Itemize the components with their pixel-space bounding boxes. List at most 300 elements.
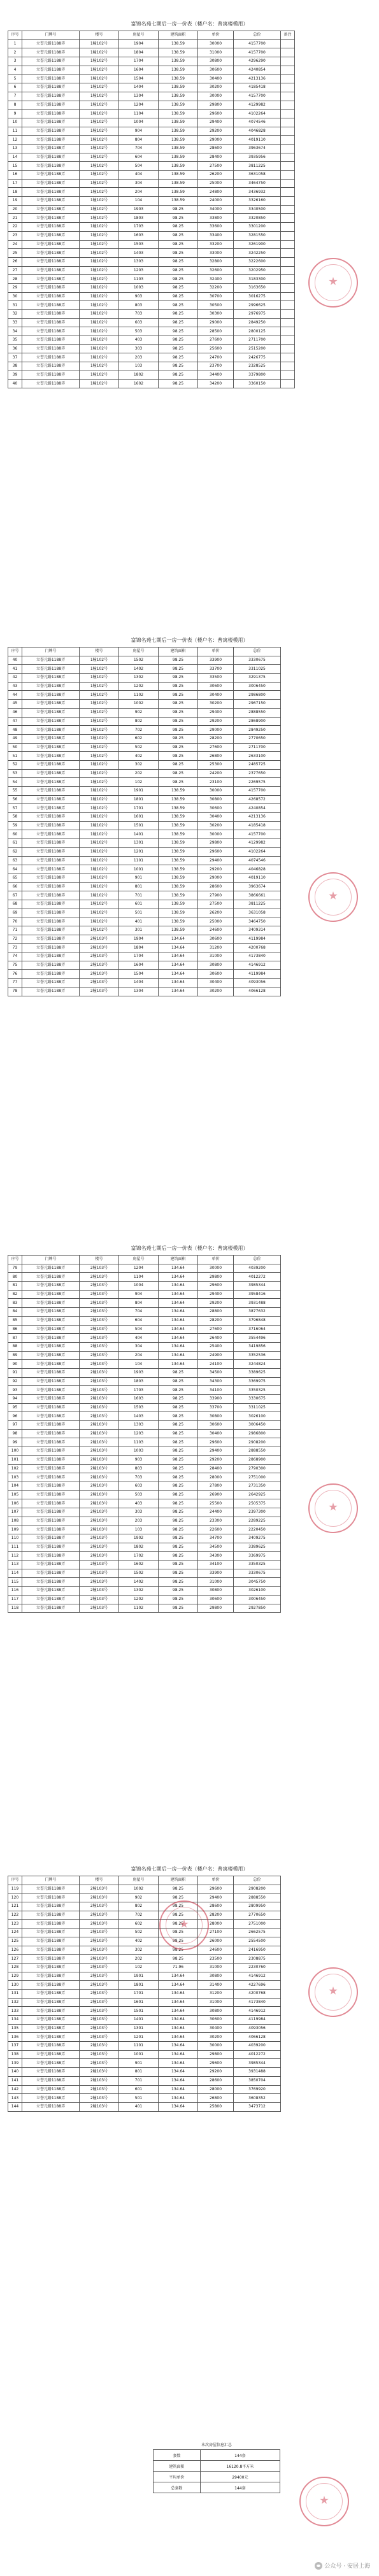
table-cell — [281, 110, 295, 118]
table-cell: 31000 — [198, 1578, 234, 1587]
table-cell: 30400 — [198, 979, 234, 987]
table-cell: 138.59 — [159, 865, 198, 874]
table-cell: 立誉元路1188弄 — [22, 1325, 80, 1334]
table-cell: 1103 — [119, 1438, 159, 1447]
table-cell: 4066128 — [234, 987, 281, 996]
table-cell: 13 — [8, 144, 22, 153]
table-cell: 98.25 — [159, 726, 198, 735]
table-cell: 46 — [8, 708, 22, 717]
table-cell: 立誉元路1188弄 — [22, 752, 80, 761]
table-cell: 98.25 — [159, 674, 198, 683]
table-cell: 134.64 — [159, 970, 198, 979]
table-row — [8, 144, 295, 153]
table-cell: 2幢103号 — [80, 2050, 119, 2059]
table-cell: 601 — [119, 900, 159, 909]
table-cell: 1802 — [119, 1543, 159, 1552]
table-cell — [281, 344, 295, 353]
table-cell: 立誉元路1188弄 — [22, 171, 80, 180]
table-row — [8, 205, 295, 214]
table-cell: 52 — [8, 760, 22, 769]
table-cell: 1502 — [119, 1569, 159, 1578]
table-cell: 3301200 — [234, 223, 281, 232]
table-cell: 1幢102号 — [80, 371, 119, 379]
table-cell: 703 — [119, 310, 159, 319]
table-cell: 701 — [119, 2076, 159, 2085]
table-cell: 138.59 — [159, 144, 198, 153]
table-cell: 3931488 — [234, 2068, 281, 2077]
table-cell: 2711700 — [234, 336, 281, 345]
table-cell: 立誉元路1188弄 — [22, 2042, 80, 2051]
table-cell: 134.64 — [159, 935, 198, 944]
table-cell: 2幢103号 — [80, 1334, 119, 1343]
table-row — [8, 734, 281, 743]
table-cell: 134.64 — [159, 1998, 198, 2007]
table-row — [8, 1981, 281, 1990]
column-header: 房屋号 — [119, 31, 159, 40]
table-cell: 立誉元路1188弄 — [22, 1972, 80, 1981]
table-cell: 3473712 — [234, 2102, 281, 2111]
table-cell: 1503 — [119, 240, 159, 249]
table-cell: 26200 — [198, 171, 234, 180]
table-cell: 立誉元路1188弄 — [22, 2059, 80, 2068]
table-cell: 129 — [8, 1972, 22, 1981]
table-cell: 133 — [8, 2007, 22, 2016]
table-cell: 113 — [8, 1560, 22, 1569]
table-cell: 1幢102号 — [80, 344, 119, 353]
table-cell: 立誉元路1188弄 — [22, 952, 80, 961]
column-header: 建筑面积 — [159, 648, 198, 656]
table-cell: 29400 — [198, 1893, 234, 1902]
table-cell: 98.25 — [159, 1482, 198, 1490]
table-cell: 2888550 — [234, 1447, 281, 1456]
table-cell: 2868900 — [234, 1455, 281, 1464]
table-cell: 49 — [8, 734, 22, 743]
table-cell: 1幢102号 — [80, 266, 119, 275]
table-cell: 4129982 — [234, 839, 281, 848]
table-cell: 98.25 — [159, 1937, 198, 1946]
table-cell: 2幢103号 — [80, 2042, 119, 2051]
table-cell: 138.59 — [159, 926, 198, 935]
table-cell: 3326160 — [234, 197, 281, 206]
price-table — [8, 1876, 281, 2112]
table-cell: 2868900 — [234, 717, 281, 726]
table-cell: 138.59 — [159, 804, 198, 813]
table-cell: 702 — [119, 1911, 159, 1920]
table-cell: 立誉元路1188弄 — [22, 257, 80, 266]
table-cell: 3866661 — [234, 891, 281, 900]
column-header: 楼号 — [80, 1256, 119, 1264]
table-cell: 立誉元路1188弄 — [22, 813, 80, 822]
table-cell: 62 — [8, 847, 22, 856]
table-cell: 1004 — [119, 1282, 159, 1291]
table-cell: 28200 — [198, 734, 234, 743]
table-cell: 4227696 — [234, 1981, 281, 1990]
table-cell: 立誉元路1188弄 — [22, 362, 80, 371]
table-cell: 63 — [8, 856, 22, 865]
table-cell: 138.59 — [159, 118, 198, 127]
table-cell: 31400 — [198, 1981, 234, 1990]
table-cell: 2幢103号 — [80, 935, 119, 944]
table-cell: 30400 — [198, 813, 234, 822]
table-cell: 立誉元路1188弄 — [22, 188, 80, 197]
table-cell: 立誉元路1188弄 — [22, 310, 80, 319]
table-cell: 602 — [119, 734, 159, 743]
table-cell: 1004 — [119, 118, 159, 127]
table-cell: 30000 — [198, 1264, 234, 1273]
table-cell: 31 — [8, 301, 22, 310]
table-cell: 29800 — [198, 101, 234, 110]
table-cell: 134.64 — [159, 979, 198, 987]
table-row — [8, 2024, 281, 2033]
table-cell: 3436932 — [234, 188, 281, 197]
table-cell: 134.64 — [159, 1360, 198, 1369]
table-cell: 1302 — [119, 674, 159, 683]
table-cell: 立誉元路1188弄 — [22, 344, 80, 353]
table-cell: 25500 — [198, 1499, 234, 1508]
table-cell: 108 — [8, 1517, 22, 1525]
table-cell: 98.25 — [159, 1395, 198, 1404]
table-cell: 30800 — [198, 1587, 234, 1596]
table-cell: 立誉元路1188弄 — [22, 1885, 80, 1893]
table-cell: 2幢103号 — [80, 1946, 119, 1955]
table-cell: 29000 — [198, 726, 234, 735]
table-row — [8, 708, 281, 717]
table-cell: 1003 — [119, 283, 159, 292]
table-cell: 134.64 — [159, 2007, 198, 2016]
table-cell: 27500 — [198, 162, 234, 171]
table-row — [8, 795, 281, 804]
table-cell: 79 — [8, 1264, 22, 1273]
table-cell: 2426775 — [234, 353, 281, 362]
table-cell: 95 — [8, 1403, 22, 1412]
table-cell: 立誉元路1188弄 — [22, 935, 80, 944]
table-cell: 117 — [8, 1595, 22, 1604]
table-cell: 1003 — [119, 1447, 159, 1456]
table-cell: 98.25 — [159, 769, 198, 778]
table-cell: 128 — [8, 1963, 22, 1972]
table-cell: 34000 — [198, 205, 234, 214]
table-cell: 110 — [8, 1534, 22, 1543]
table-cell: 4240854 — [234, 66, 281, 74]
table-cell: 134.64 — [159, 1273, 198, 1282]
table-cell: 2幢103号 — [80, 970, 119, 979]
table-cell: 3291375 — [234, 674, 281, 683]
table-cell: 4093056 — [234, 979, 281, 987]
table-cell: 1104 — [119, 1273, 159, 1282]
table-cell: 33 — [8, 318, 22, 327]
table-cell: 立誉元路1188弄 — [22, 1412, 80, 1421]
table-cell: 1幢102号 — [80, 847, 119, 856]
table-cell: 2515200 — [234, 344, 281, 353]
table-cell: 104 — [119, 197, 159, 206]
summary-table — [153, 2449, 280, 2493]
table-cell: 24900 — [198, 1351, 234, 1360]
table-cell: 1802 — [119, 371, 159, 379]
table-cell: 3183300 — [234, 275, 281, 284]
table-cell: 立誉元路1188弄 — [22, 66, 80, 74]
table-cell: 31200 — [198, 1989, 234, 1998]
table-cell: 30000 — [198, 39, 234, 48]
table-cell: 1203 — [119, 1429, 159, 1438]
table-cell: 立誉元路1188弄 — [22, 144, 80, 153]
table-cell: 27900 — [198, 891, 234, 900]
table-cell: 104 — [119, 1360, 159, 1369]
table-cell: 3631058 — [234, 171, 281, 180]
table-cell: 1幢102号 — [80, 74, 119, 83]
table-cell: 134.64 — [159, 1308, 198, 1317]
table-cell: 29200 — [198, 865, 234, 874]
table-cell: 98.25 — [159, 371, 198, 379]
table-row — [8, 1928, 281, 1937]
table-cell: 29400 — [198, 856, 234, 865]
table-cell: 立誉元路1188弄 — [22, 1902, 80, 1911]
table-cell: 803 — [119, 301, 159, 310]
table-cell: 立誉元路1188弄 — [22, 379, 80, 388]
table-cell: 134.64 — [159, 961, 198, 970]
table-cell: 1幢102号 — [80, 700, 119, 709]
table-cell — [281, 39, 295, 48]
table-cell: 立誉元路1188弄 — [22, 787, 80, 796]
table-cell: 114 — [8, 1569, 22, 1578]
table-cell: 3389625 — [234, 1543, 281, 1552]
table-cell: 立誉元路1188弄 — [22, 900, 80, 909]
table-cell: 98.25 — [159, 752, 198, 761]
table-row — [8, 1395, 281, 1404]
table-cell: 27 — [8, 266, 22, 275]
table-cell: 134.64 — [159, 2050, 198, 2059]
table-cell: 98.25 — [159, 240, 198, 249]
table-cell: 30000 — [198, 92, 234, 101]
summary-title: 本次房屋信息汇总 — [201, 2443, 232, 2447]
table-cell: 142 — [8, 2085, 22, 2094]
table-cell: 98.25 — [159, 1604, 198, 1613]
table-cell: 138.59 — [159, 882, 198, 891]
table-cell: 98.25 — [159, 1587, 198, 1596]
table-cell: 98.25 — [159, 656, 198, 665]
table-cell: 55 — [8, 787, 22, 796]
table-cell: 立誉元路1188弄 — [22, 1455, 80, 1464]
table-cell: 98.25 — [159, 1902, 198, 1911]
table-cell: 3026100 — [234, 1412, 281, 1421]
table-cell: 30000 — [198, 2042, 234, 2051]
table-cell: 立誉元路1188弄 — [22, 2007, 80, 2016]
watermark — [315, 2561, 370, 2570]
table-cell: 3006450 — [234, 1595, 281, 1604]
table-row — [8, 83, 295, 92]
table-cell: 1801 — [119, 795, 159, 804]
table-cell: 2幢103号 — [80, 1412, 119, 1421]
table-row — [8, 2016, 281, 2025]
table-cell: 29400 — [198, 118, 234, 127]
table-row — [8, 1595, 281, 1604]
table-cell: 98.25 — [159, 1421, 198, 1430]
table-cell: 27600 — [198, 336, 234, 345]
table-cell: 30600 — [198, 1595, 234, 1604]
table-cell: 立誉元路1188弄 — [22, 92, 80, 101]
table-row — [8, 92, 295, 101]
table-row — [8, 1447, 281, 1456]
table-cell: 2308875 — [234, 1955, 281, 1964]
table-cell: 98.25 — [159, 708, 198, 717]
table-cell: 98.25 — [159, 1429, 198, 1438]
table-cell: 3006450 — [234, 1421, 281, 1430]
table-cell: 2幢103号 — [80, 1490, 119, 1499]
table-cell: 2幢103号 — [80, 2076, 119, 2085]
table-cell: 53 — [8, 769, 22, 778]
table-cell: 2幢103号 — [80, 1290, 119, 1299]
table-cell: 144 — [8, 2102, 22, 2111]
table-row — [8, 318, 295, 327]
table-cell: 31000 — [198, 1963, 234, 1972]
table-cell: 3963674 — [234, 882, 281, 891]
table-cell: 立誉元路1188弄 — [22, 101, 80, 110]
table-cell: 3716064 — [234, 1325, 281, 1334]
table-row — [8, 909, 281, 917]
table-cell: 1幢102号 — [80, 162, 119, 171]
table-cell: 24600 — [198, 1946, 234, 1955]
table-cell: 立誉元路1188弄 — [22, 717, 80, 726]
table-cell: 3769920 — [234, 2085, 281, 2094]
table-cell: 2751000 — [234, 1473, 281, 1482]
table-row — [8, 48, 295, 57]
section-title: 富锦名苑七期后一房一价表（楼户名：普寓楼模用） — [131, 637, 248, 643]
table-cell: 4066128 — [234, 2033, 281, 2042]
table-cell: 26900 — [198, 1490, 234, 1499]
table-cell: 26000 — [198, 1937, 234, 1946]
table-cell: 3311025 — [234, 1403, 281, 1412]
table-cell: 1601 — [119, 1998, 159, 2007]
table-cell: 4213136 — [234, 74, 281, 83]
table-cell: 503 — [119, 1490, 159, 1499]
table-cell: 2幢103号 — [80, 2016, 119, 2025]
table-cell — [281, 118, 295, 127]
table-cell: 立誉元路1188弄 — [22, 1377, 80, 1386]
table-row — [8, 1282, 281, 1291]
summary-cell: 16120.8平方米 — [200, 2461, 280, 2472]
table-cell: 3163650 — [234, 283, 281, 292]
table-cell: 61 — [8, 839, 22, 848]
table-cell — [281, 205, 295, 214]
table-cell: 2927850 — [234, 1604, 281, 1613]
table-row — [8, 874, 281, 882]
table-row — [8, 1325, 281, 1334]
table-cell: 2幢103号 — [80, 1928, 119, 1937]
table-cell: 1904 — [119, 935, 159, 944]
table-cell: 1幢102号 — [80, 231, 119, 240]
table-cell: 立誉元路1188弄 — [22, 891, 80, 900]
table-cell: 34100 — [198, 1560, 234, 1569]
table-cell: 34100 — [198, 1386, 234, 1395]
table-cell: 24800 — [198, 188, 234, 197]
table-cell: 1402 — [119, 1578, 159, 1587]
table-cell: 30400 — [198, 2024, 234, 2033]
table-cell: 2908200 — [234, 1438, 281, 1447]
table-cell: 123 — [8, 1920, 22, 1928]
table-cell: 30800 — [198, 57, 234, 66]
table-cell: 43 — [8, 682, 22, 691]
table-row — [8, 1517, 281, 1525]
table-cell — [281, 197, 295, 206]
table-cell — [281, 127, 295, 136]
table-cell: 1幢102号 — [80, 856, 119, 865]
table-cell: 135 — [8, 2024, 22, 2033]
table-cell: 立誉元路1188弄 — [22, 1920, 80, 1928]
table-cell: 10 — [8, 118, 22, 127]
table-cell: 立誉元路1188弄 — [22, 821, 80, 830]
table-cell: 1幢102号 — [80, 101, 119, 110]
table-cell: 98.25 — [159, 231, 198, 240]
table-cell: 2幢103号 — [80, 1368, 119, 1377]
table-cell: 2976975 — [234, 310, 281, 319]
table-cell: 98.25 — [159, 1368, 198, 1377]
table-cell: 27600 — [198, 1325, 234, 1334]
table-cell — [281, 179, 295, 188]
table-cell: 立誉元路1188弄 — [22, 205, 80, 214]
table-cell: 29800 — [198, 1273, 234, 1282]
table-row — [8, 979, 281, 987]
table-cell: 立誉元路1188弄 — [22, 1578, 80, 1587]
table-cell: 36 — [8, 344, 22, 353]
table-cell: 603 — [119, 1482, 159, 1490]
table-cell: 134.64 — [159, 2033, 198, 2042]
table-cell: 98.25 — [159, 257, 198, 266]
table-row — [8, 665, 281, 674]
table-cell: 立誉元路1188弄 — [22, 708, 80, 717]
table-cell: 101 — [8, 1455, 22, 1464]
column-header: 门牌号 — [22, 1876, 80, 1885]
table-cell: 30800 — [198, 1412, 234, 1421]
table-cell — [281, 171, 295, 180]
table-cell: 804 — [119, 1299, 159, 1308]
table-cell: 2幢103号 — [80, 1473, 119, 1482]
table-cell: 29800 — [198, 1604, 234, 1613]
table-cell: 立誉元路1188弄 — [22, 231, 80, 240]
price-table — [8, 647, 281, 996]
section-title: 富锦名苑七期后一房一价表（楼户名：普寓楼模用） — [131, 21, 248, 27]
table-cell: 703 — [119, 1473, 159, 1482]
table-row — [8, 1308, 281, 1317]
table-cell: 98 — [8, 1429, 22, 1438]
table-cell — [281, 74, 295, 83]
wechat-icon — [315, 2562, 322, 2570]
table-cell: 127 — [8, 1955, 22, 1964]
table-cell: 1701 — [119, 1989, 159, 1998]
table-cell: 2幢103号 — [80, 1264, 119, 1273]
table-cell: 2幢103号 — [80, 987, 119, 996]
table-cell: 1803 — [119, 1377, 159, 1386]
table-cell: 26200 — [198, 909, 234, 917]
table-cell: 138.59 — [159, 839, 198, 848]
table-row — [8, 1360, 281, 1369]
table-row — [8, 1499, 281, 1508]
table-cell: 204 — [119, 188, 159, 197]
table-cell: 1403 — [119, 1412, 159, 1421]
table-cell: 1幢102号 — [80, 717, 119, 726]
table-cell: 立誉元路1188弄 — [22, 110, 80, 118]
table-row — [8, 1368, 281, 1377]
table-cell: 20 — [8, 205, 22, 214]
table-cell: 34200 — [198, 379, 234, 388]
table-cell: 32 — [8, 310, 22, 319]
table-cell: 2幢103号 — [80, 2007, 119, 2016]
table-cell: 立誉元路1188弄 — [22, 1273, 80, 1282]
table-cell: 25600 — [198, 344, 234, 353]
table-cell: 98.25 — [159, 1893, 198, 1902]
table-row — [8, 830, 281, 839]
table-cell: 1幢102号 — [80, 665, 119, 674]
table-cell: 45 — [8, 700, 22, 709]
table-cell: 2967150 — [234, 700, 281, 709]
